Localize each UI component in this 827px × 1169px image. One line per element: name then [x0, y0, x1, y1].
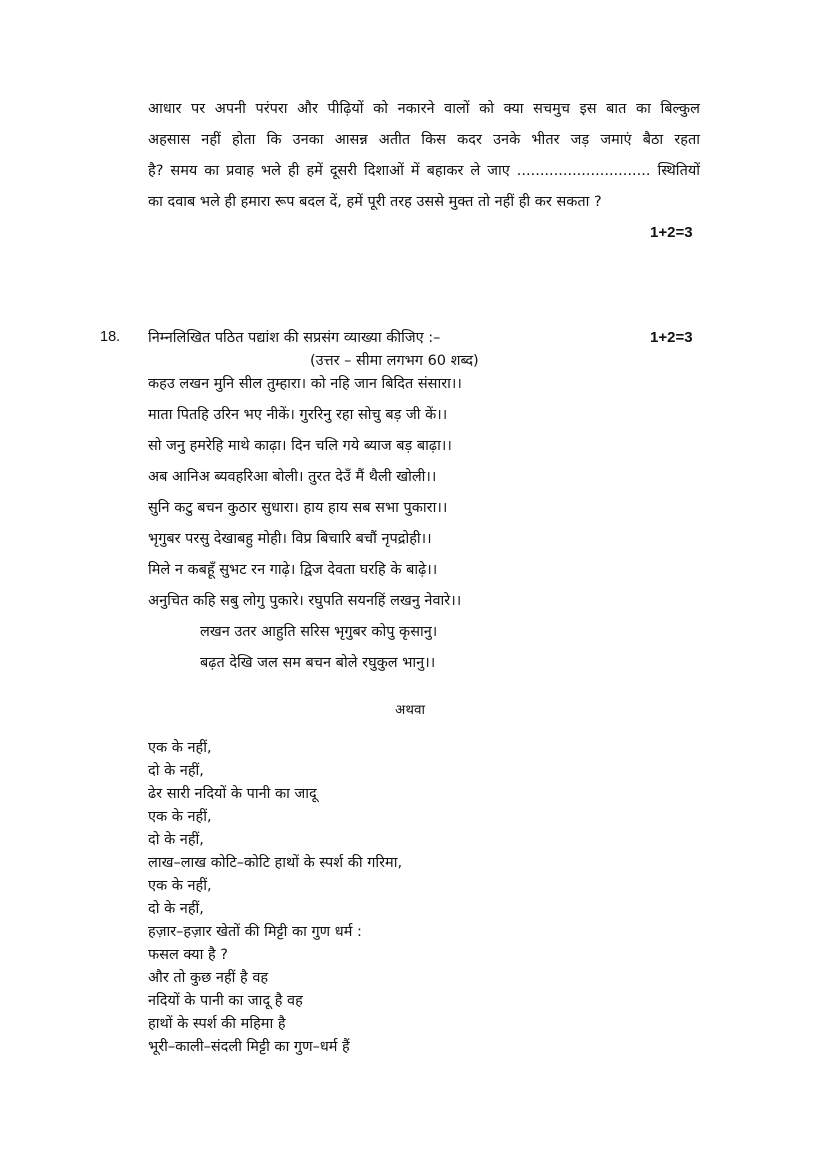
verse-line: माता पितहि उरिन भए नीकें। गुररिनु रहा सोचु बड़ जी कें।। — [148, 407, 448, 423]
or-label: अथवा — [395, 702, 425, 718]
word-limit: (उत्तर – सीमा लगभग 60 शब्द) — [310, 353, 479, 369]
poem-line: हज़ार–हज़ार खेतों की मिट्टी का गुण धर्म : — [148, 924, 362, 940]
poem-line: दो के नहीं, — [148, 901, 204, 917]
passage-line: है? समय का प्रवाह भले ही हमें दूसरी दिशाओं में बहाकर ले जाए ............................. स्थितियों — [148, 163, 700, 179]
passage-marks: 1+2=3 — [650, 224, 693, 241]
question-marks: 1+2=3 — [650, 329, 693, 346]
poem-line: एक के नहीं, — [148, 809, 212, 825]
poem-line: एक के नहीं, — [148, 878, 212, 894]
passage-line: अहसास नहीं होता कि उनका आसन्न अतीत किस कदर उनके भीतर जड़ जमाएं बैठा रहता — [148, 132, 700, 148]
poem-line: ढेर सारी नदियों के पानी का जादू — [148, 786, 317, 802]
question-prompt: निम्नलिखित पठित पद्यांश की सप्रसंग व्याख्या कीजिए :– — [148, 330, 441, 346]
verse-line: कहउ लखन मुनि सील तुम्हारा। को नहि जान बिदित संसारा।। — [148, 376, 462, 392]
poem-line: नदियों के पानी का जादू है वह — [148, 993, 303, 1009]
poem-line: दो के नहीं, — [148, 832, 204, 848]
passage-line: आधार पर अपनी परंपरा और पीढ़ियों को नकारने वालों को क्या सचमुच इस बात का बिल्कुल — [148, 101, 700, 117]
poem-line: और तो कुछ नहीं है वह — [148, 970, 269, 986]
poem-line: भूरी–काली–संदली मिट्टी का गुण–धर्म हैं — [148, 1039, 350, 1055]
verse-line: अब आनिअ ब्यवहरिआ बोली। तुरत देउँ मैं थैली खोली।। — [148, 469, 437, 485]
doha-line: बढ़त देखि जल सम बचन बोले रघुकुल भानु।। — [200, 655, 436, 671]
question-number: 18. — [100, 329, 121, 345]
verse-line: अनुचित कहि सबु लोगु पुकारे। रघुपति सयनहिं लखनु नेवारे।। — [148, 593, 462, 609]
poem-line: लाख–लाख कोटि–कोटि हाथों के स्पर्श की गरिमा, — [148, 855, 403, 871]
poem-line: एक के नहीं, — [148, 740, 212, 756]
passage-line: का दवाब भले ही हमारा रूप बदल दें, हमें पूरी तरह उससे मुक्त तो नहीं ही कर सकता ? — [148, 194, 602, 210]
verse-line: सो जनु हमरेहि माथे काढ़ा। दिन चलि गये ब्याज बड़ बाढ़ा।। — [148, 438, 452, 454]
poem-line: दो के नहीं, — [148, 763, 204, 779]
verse-line: सुनि कटु बचन कुठार सुधारा। हाय हाय सब सभा पुकारा।। — [148, 500, 448, 516]
poem-line: हाथों के स्पर्श की महिमा है — [148, 1016, 286, 1032]
verse-line: मिले न कबहूँ सुभट रन गाढ़े। द्विज देवता घरहि के बाढ़े।। — [148, 562, 438, 578]
poem-line: फसल क्या है ? — [148, 947, 228, 963]
verse-line: भृगुबर परसु देखाबहु मोही। विप्र बिचारि बचौं नृपद्रोही।। — [148, 531, 432, 547]
doha-line: लखन उतर आहुति सरिस भृगुबर कोपु कृसानु। — [200, 624, 438, 640]
